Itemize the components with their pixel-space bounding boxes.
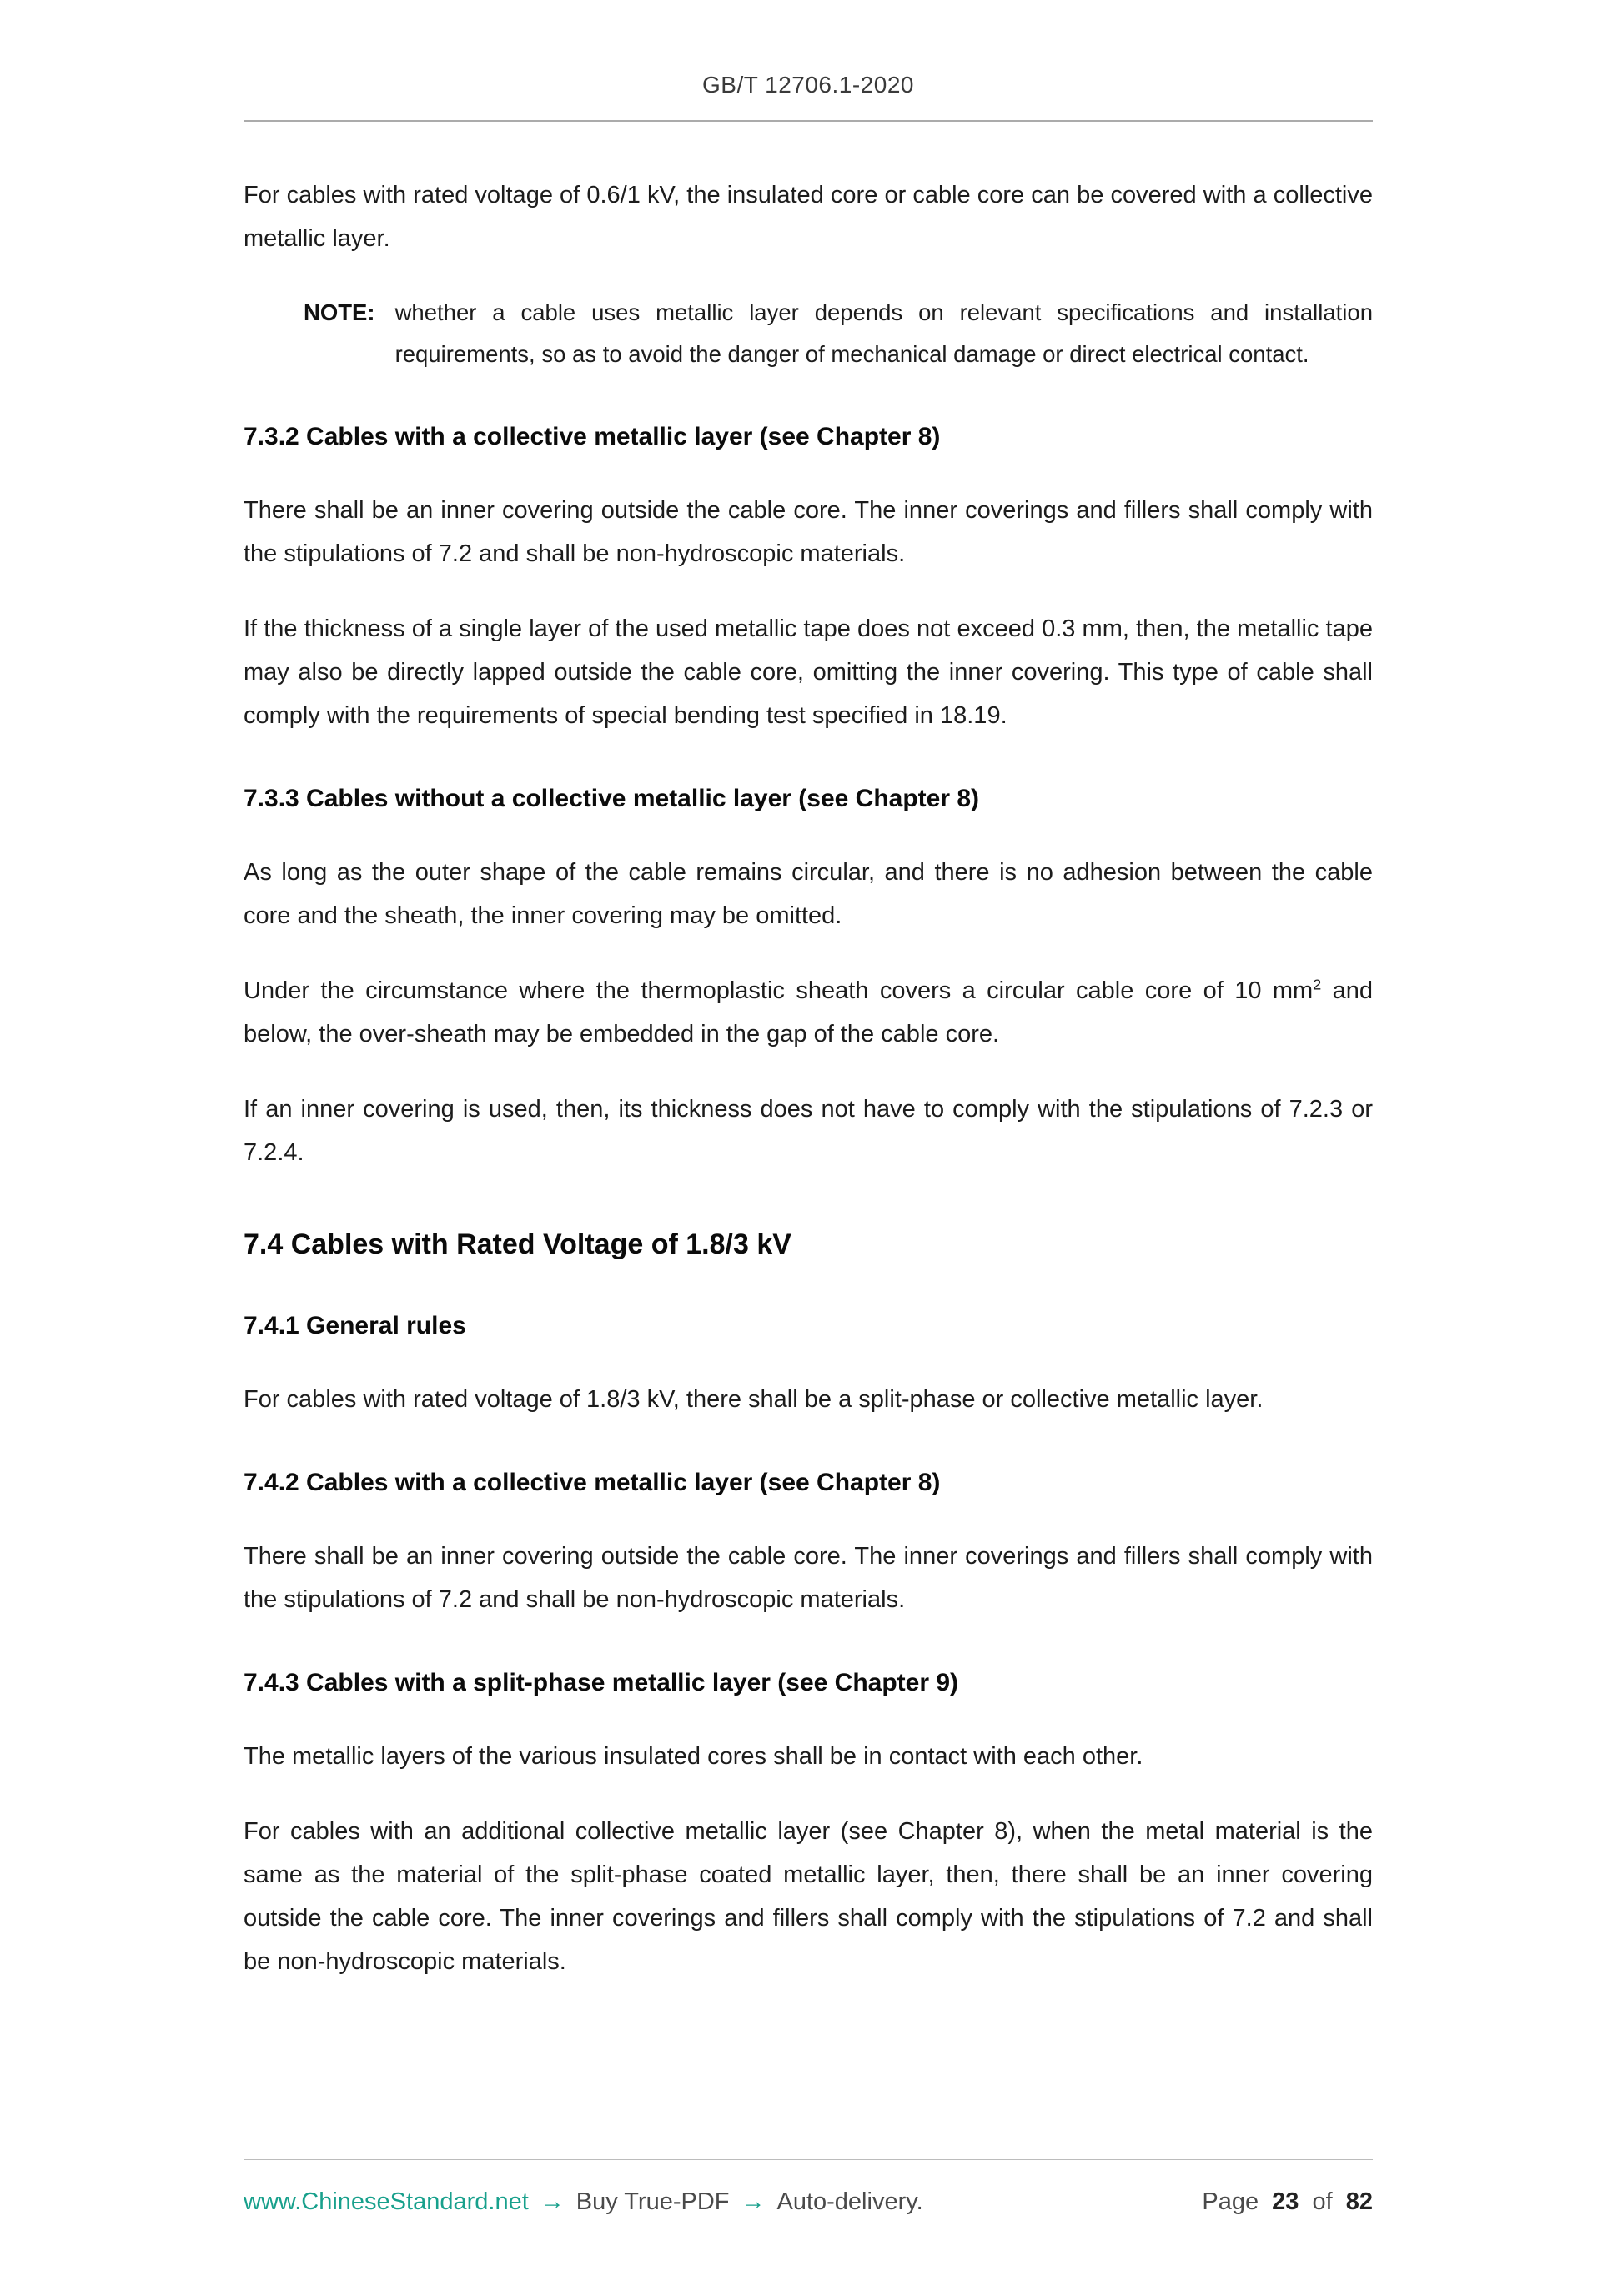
section-heading-7-4-2: 7.4.2 Cables with a collective metallic layer (see Chapter 8)	[244, 1469, 941, 1496]
page-current: 23	[1272, 2188, 1299, 2215]
page-header	[244, 72, 1373, 122]
paragraph-2: There shall be an inner covering outside the cable core. The inner coverings and fillers shall comply with the stipulations of 7.2 and shall be non-hydroscopic materials.	[244, 497, 1373, 567]
paragraph-3: If the thickness of a single layer of the used metallic tape does not exceed 0.3 mm, then, the metallic tape may also be directly lapped outside the cable core, omitting the inner covering. This type of cable shall comply with the requirements of special bending test specified in 18.19.	[244, 615, 1373, 729]
page-label: Page	[1202, 2188, 1259, 2215]
section-heading-7-4-1: 7.4.1 General rules	[244, 1312, 466, 1339]
auto-delivery-label: Auto-delivery.	[776, 2188, 923, 2215]
page-indicator	[1202, 2188, 1373, 2216]
footer-row	[244, 2188, 1373, 2216]
of-label: of	[1312, 2188, 1333, 2215]
page-total: 82	[1345, 2188, 1373, 2215]
section-heading-7-3-2: 7.3.2 Cables with a collective metallic layer (see Chapter 8)	[244, 423, 941, 450]
paragraph-4: As long as the outer shape of the cable remains circular, and there is no adhesion between the cable core and the sheath, the inner covering may be omitted.	[244, 859, 1373, 929]
paragraph-8: There shall be an inner covering outside the cable core. The inner coverings and fillers shall comply with the stipulations of 7.2 and shall be non-hydroscopic materials.	[244, 1543, 1373, 1613]
paragraph-1: For cables with rated voltage of 0.6/1 kV, the insulated core or cable core can be covered with a collective metallic layer.	[244, 182, 1373, 252]
footer-rule	[244, 2159, 1373, 2160]
arrow-right-icon: →	[540, 2188, 565, 2215]
paragraph-5-text-cont: and below, the over-sheath may be embedded in the gap of the cable core.	[244, 977, 1373, 1048]
paragraph-5-text: Under the circumstance where the thermoplastic sheath covers a circular cable core of 10 mm	[244, 977, 1314, 1004]
arrow-right-icon: →	[741, 2188, 766, 2215]
paragraph-6: If an inner covering is used, then, its thickness does not have to comply with the stipulations of 7.2.3 or 7.2.4.	[244, 1096, 1373, 1166]
note-block	[304, 292, 1373, 375]
document-number: GB/T 12706.1-2020	[702, 72, 914, 98]
paragraph-5	[244, 969, 1373, 1056]
buy-true-pdf-label: Buy True-PDF	[575, 2188, 730, 2215]
section-heading-7-4: 7.4 Cables with Rated Voltage of 1.8/3 kV	[244, 1228, 791, 1260]
note-label: NOTE:	[304, 299, 375, 325]
superscript-2: 2	[1313, 976, 1322, 993]
section-heading-7-3-3: 7.3.3 Cables without a collective metallic layer (see Chapter 8)	[244, 785, 980, 812]
document-body	[244, 122, 1373, 2159]
page-footer	[244, 2159, 1373, 2216]
note-text: whether a cable uses metallic layer depends on relevant specifications and installation requirements, so as to avoid the danger of mechanical damage or direct electrical contact.	[394, 299, 1373, 367]
footer-branding	[244, 2188, 923, 2216]
section-heading-7-4-3: 7.4.3 Cables with a split-phase metallic layer (see Chapter 9)	[244, 1669, 959, 1696]
paragraph-7: For cables with rated voltage of 1.8/3 kV, there shall be a split-phase or collective metallic layer.	[244, 1386, 1264, 1413]
paragraph-9: The metallic layers of the various insulated cores shall be in contact with each other.	[244, 1743, 1143, 1770]
paragraph-10: For cables with an additional collective metallic layer (see Chapter 8), when the metal material is the same as the material of the split-phase coated metallic layer, then, there shall be an inner covering outside the cable core. The inner coverings and fillers shall comply with the stipulations of 7.2 and shall be non-hydroscopic materials.	[244, 1818, 1373, 1975]
site-link[interactable]: www.ChineseStandard.net	[244, 2188, 529, 2215]
